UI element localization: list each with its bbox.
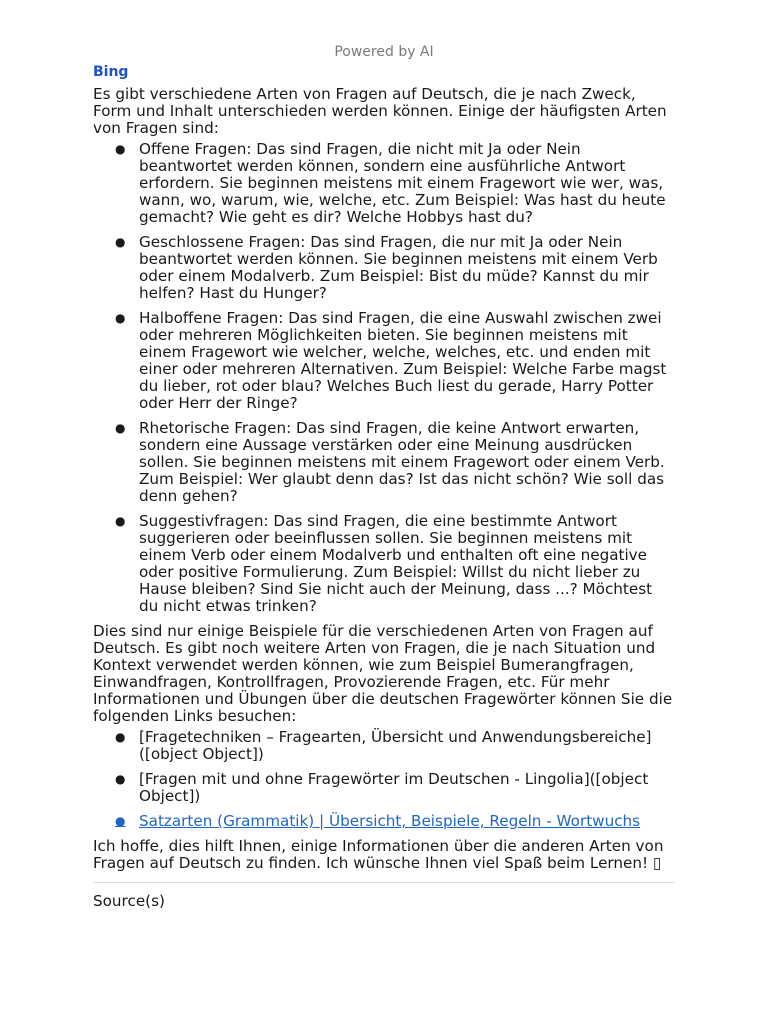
bullet-icon: ● bbox=[115, 730, 126, 744]
sources-label[interactable]: Source(s) bbox=[93, 892, 165, 910]
list-item bbox=[115, 812, 675, 830]
middle-paragraph: Dies sind nur einige Beispiele für die verschiedenen Arten von Fragen auf Deutsch. Es gibt noch weitere Arten von Fragen, die je nach Situation und Kontext verwendet werden können, wie zum Beispiel Bumerangfragen, Einwandfragen, Kontrollfragen, Provozierende Fragen, etc. Für mehr Informationen und Übungen über die deutschen Fragewörter können Sie die folgenden Links besuchen: bbox=[93, 622, 673, 725]
list-item bbox=[115, 140, 675, 226]
bullet-icon: ● bbox=[115, 772, 126, 786]
list-item bbox=[115, 233, 675, 302]
wortwuchs-link[interactable]: Satzarten (Grammatik) | Übersicht, Beispiele, Regeln - Wortwuchs bbox=[139, 812, 641, 830]
bullet-icon: ● bbox=[115, 235, 126, 249]
bullet-icon: ● bbox=[115, 421, 126, 435]
bullet-icon: ● bbox=[115, 514, 126, 528]
link-text-plain: [Fragetechniken – Fragearten, Übersicht und Anwendungsbereiche]([object Object]) bbox=[139, 728, 652, 763]
closing-paragraph: Ich hoffe, dies hilft Ihnen, einige Informationen über die anderen Arten von Fragen auf Deutsch zu finden. Ich wünsche Ihnen viel Spaß beim Lernen! ▯ bbox=[93, 837, 664, 872]
list-item bbox=[115, 770, 675, 805]
list-item-text: Halboffene Fragen: Das sind Fragen, die eine Auswahl zwischen zwei oder mehreren Möglichkeiten bieten. Sie beginnen meistens mit einem Fragewort wie welcher, welche, welches, etc. und enden mit einer oder mehreren Alternativen. Zum Beispiel: Welche Farbe magst du lieber, rot oder blau? Welches Buch liest du gerade, Harry Potter oder Herr der Ringe? bbox=[139, 309, 667, 412]
list-item-text: Geschlossene Fragen: Das sind Fragen, die nur mit Ja oder Nein beantwortet werden können. Sie beginnen meistens mit einem Verb oder einem Modalverb. Zum Beispiel: Bist du müde? Kannst du mir helfen? Hast du Hunger? bbox=[139, 233, 658, 302]
list-item-text: Suggestivfragen: Das sind Fragen, die eine bestimmte Antwort suggerieren oder beeinflussen sollen. Sie beginnen meistens mit einem Verb oder einem Modalverb und enthalten oft eine negative oder positive Formulierung. Zum Beispiel: Willst du nicht lieber zu Hause bleiben? Sind Sie nicht auch der Meinung, dass ...? Möchtest du nicht etwas trinken? bbox=[139, 512, 653, 615]
list-item bbox=[115, 512, 675, 615]
divider bbox=[93, 882, 675, 883]
answer-page bbox=[93, 0, 675, 910]
question-types-list bbox=[93, 141, 675, 615]
bullet-icon: ● bbox=[115, 142, 126, 156]
bullet-icon: ● bbox=[115, 311, 126, 325]
intro-paragraph: Es gibt verschiedene Arten von Fragen auf Deutsch, die je nach Zweck, Form und Inhalt unterschieden werden können. Einige der häufigsten Arten von Fragen sind: bbox=[93, 85, 667, 137]
list-item-text: Offene Fragen: Das sind Fragen, die nicht mit Ja oder Nein beantwortet werden können, sondern eine ausführliche Antwort erfordern. Sie beginnen meistens mit einem Fragewort wie wer, was, wann, wo, warum, wie, welche, etc. Zum Beispiel: Was hast du heute gemacht? Wie geht es dir? Welche Hobbys hast du? bbox=[139, 140, 666, 226]
link-text-plain: [Fragen mit und ohne Fragewörter im Deutschen - Lingolia]([object Object]) bbox=[139, 770, 649, 805]
list-item bbox=[115, 419, 675, 505]
links-list bbox=[93, 729, 675, 830]
brand-name: Bing bbox=[93, 64, 129, 80]
powered-by-label: Powered by AI bbox=[334, 44, 434, 60]
bullet-icon: ● bbox=[115, 814, 126, 828]
list-item bbox=[115, 728, 675, 763]
list-item-text: Rhetorische Fragen: Das sind Fragen, die keine Antwort erwarten, sondern eine Aussage verstärken oder eine Meinung ausdrücken sollen. Sie beginnen meistens mit einem Fragewort oder einem Verb. Zum Beispiel: Wer glaubt denn das? Ist das nicht schön? Wie soll das denn gehen? bbox=[139, 419, 665, 505]
list-item bbox=[115, 309, 675, 412]
